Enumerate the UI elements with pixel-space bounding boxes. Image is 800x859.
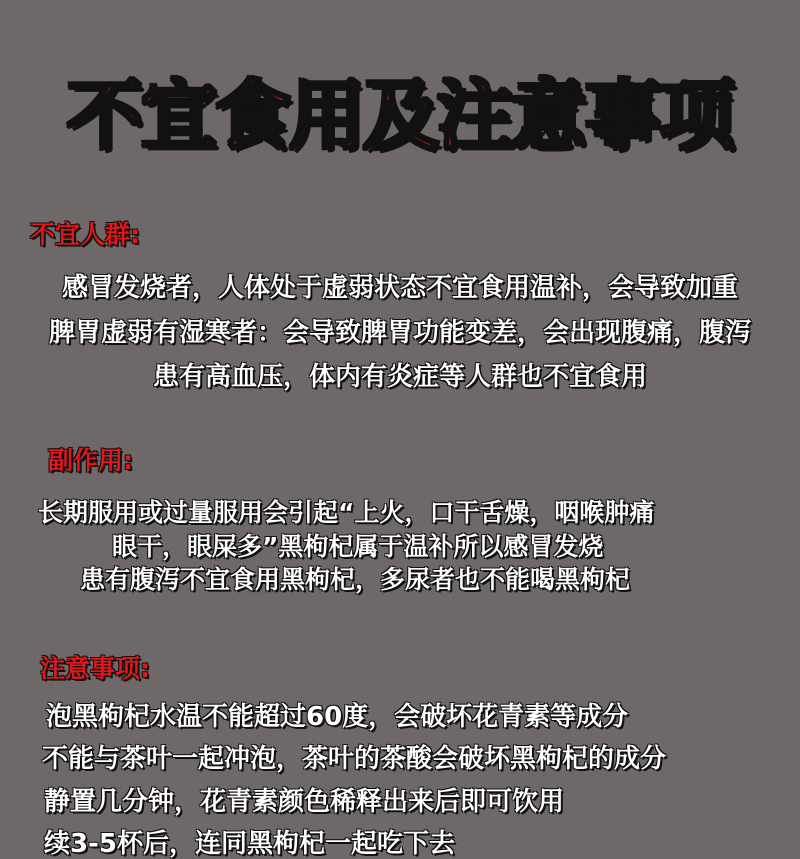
notes-line-1: 泡黑枸杞水温不能超过60度，会破坏花青素等成分 — [46, 702, 629, 732]
side-effects-heading: 副作用: — [48, 446, 133, 475]
unsuitable-line-1: 感冒发烧者，人体处于虚弱状态不宜食用温补，会导致加重 — [61, 273, 738, 303]
side-effects-line-1: 长期服用或过量服用会引起“上火，口干舌燥，咽喉肿痛 — [38, 498, 655, 527]
side-effects-line-3: 患有腹泻不宜食用黑枸杞，多尿者也不能喝黑枸杞 — [80, 565, 631, 594]
notes-line-2: 不能与茶叶一起冲泡，茶叶的茶酸会破坏黑枸杞的成分 — [42, 744, 667, 774]
notes-line-4: 续3-5杯后，连同黑枸杞一起吃下去 — [44, 829, 455, 859]
notes-line-3: 静置几分钟，花青素颜色稀释出来后即可饮用 — [44, 787, 565, 817]
unsuitable-line-3: 患有高血压，体内有炎症等人群也不宜食用 — [152, 362, 647, 392]
unsuitable-line-2: 脾胃虚弱有湿寒者：会导致脾胃功能变差，会出现腹痛，腹泻 — [48, 318, 751, 348]
unsuitable-heading: 不宜人群: — [30, 220, 140, 249]
notes-heading: 注意事项: — [40, 654, 150, 683]
page-title: 不宜食用及注意事项 — [67, 71, 733, 160]
side-effects-line-2: 眼干，眼屎多”黑枸杞属于温补所以感冒发烧 — [112, 532, 604, 561]
